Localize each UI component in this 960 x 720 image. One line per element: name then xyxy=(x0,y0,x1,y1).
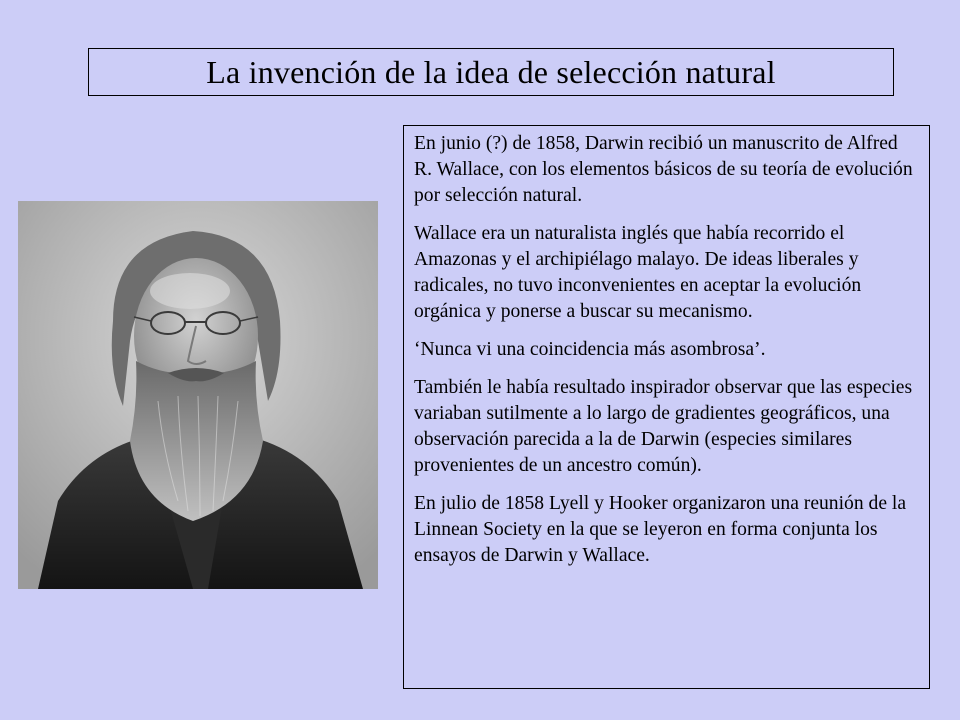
paragraph-5: En julio de 1858 Lyell y Hooker organizaron una reunión de la Linnean Society en la que se leyeron en forma conjunta los ensayos de Darwin y Wallace. xyxy=(414,493,907,566)
paragraph-4: También le había resultado inspirador observar que las especies variaban sutilmente a lo largo de gradientes geográficos, una observación parecida a la de Darwin (especies similares provenientes de un ancestro común). xyxy=(414,377,913,476)
title-box xyxy=(88,48,894,96)
body-text-box xyxy=(403,125,930,689)
paragraph-2: Wallace era un naturalista inglés que había recorrido el Amazonas y el archipiélago malayo. De ideas liberales y radicales, no tuvo inconvenientes en aceptar la evolución orgánica y ponerse a buscar su mecanismo. xyxy=(414,223,862,322)
paragraph-3: ‘Nunca vi una coincidencia más asombrosa’. xyxy=(414,339,766,360)
paragraph-1: En junio (?) de 1858, Darwin recibió un manuscrito de Alfred R. Wallace, con los elementos básicos de su teoría de evolución por selección natural. xyxy=(414,133,913,206)
slide-title: La invención de la idea de selección natural xyxy=(206,53,776,90)
portrait-illustration xyxy=(18,201,378,589)
portrait-photo xyxy=(18,201,378,589)
